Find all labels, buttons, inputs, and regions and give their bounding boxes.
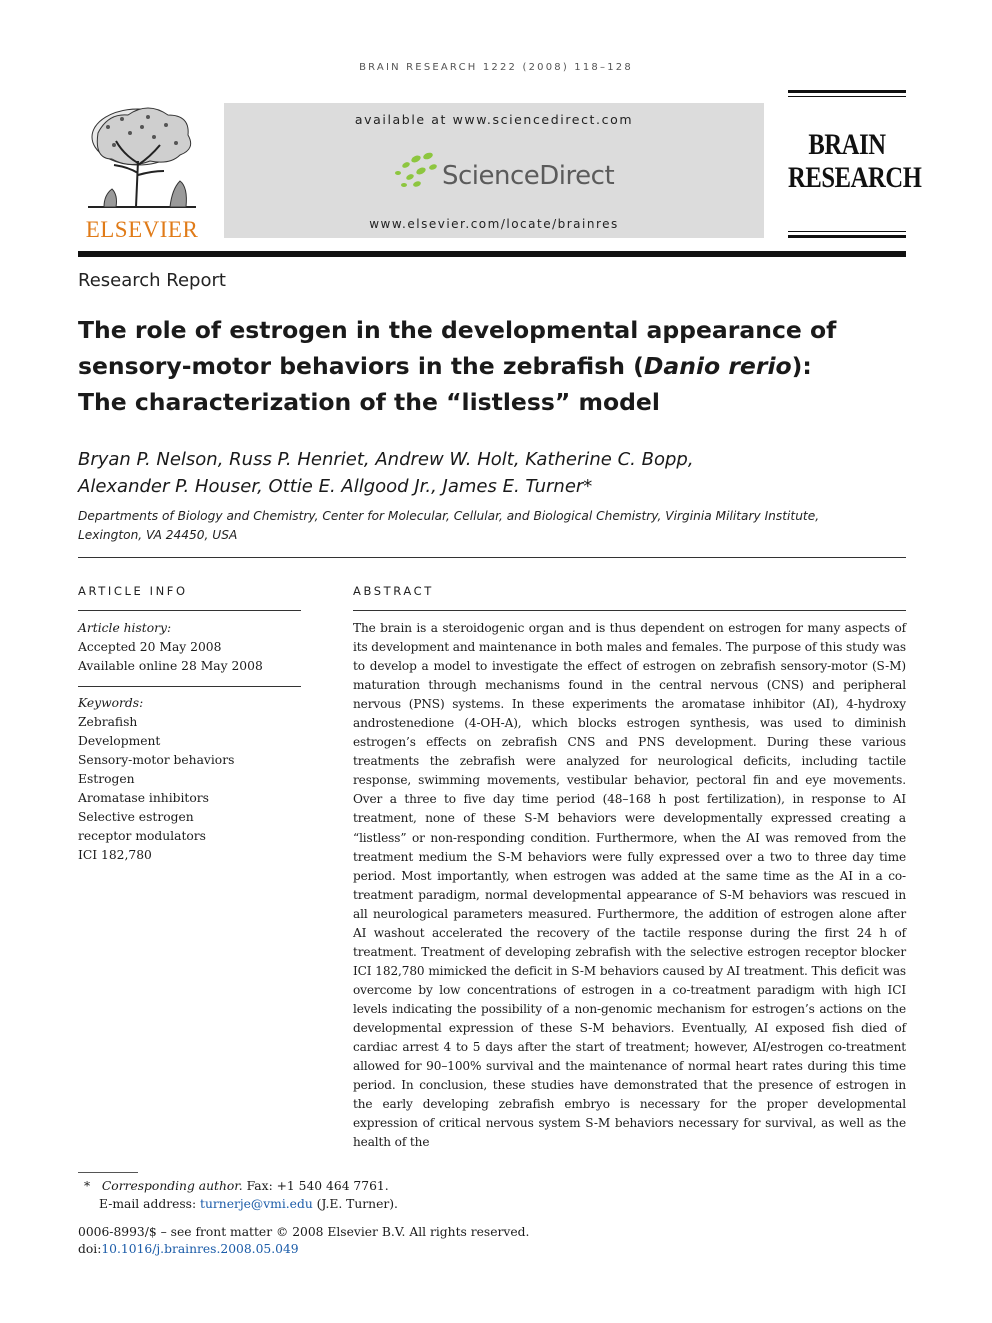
article-title [78, 312, 906, 420]
email-link[interactable]: turnerje@vmi.edu [200, 1197, 313, 1211]
title-line: The characterization of the “listless” model [78, 388, 660, 416]
keyword: receptor modulators [78, 829, 206, 843]
article-history [78, 619, 301, 676]
journal-title-bottom-rule [788, 235, 906, 238]
email-label: E-mail address: [99, 1197, 201, 1211]
abstract-heading: ABSTRACT [353, 584, 434, 598]
article-type: Research Report [78, 270, 226, 291]
corresponding-label: Corresponding author. [101, 1179, 243, 1193]
keyword: ICI 182,780 [78, 848, 152, 862]
affiliation-line: Lexington, VA 24450, USA [78, 528, 238, 542]
sciencedirect-wordmark: ScienceDirect [442, 161, 615, 191]
footnote-marker: * [84, 1179, 91, 1193]
journal-title-top-rule [788, 90, 906, 93]
keyword: Development [78, 734, 161, 748]
abstract-rule [353, 610, 906, 611]
author-line: Bryan P. Nelson, Russ P. Henriet, Andrew W. Holt, Katherine C. Bopp, [78, 449, 694, 470]
journal-title [788, 128, 922, 194]
email-suffix: (J.E. Turner). [312, 1197, 398, 1211]
journal-reference: BRAIN RESEARCH 1222 (2008) 118–128 [359, 62, 633, 73]
title-line [78, 348, 906, 384]
keywords-label: Keywords: [78, 696, 144, 710]
journal-title-line: RESEARCH [788, 161, 922, 194]
sciencedirect-dots-icon [390, 151, 440, 191]
fax-number: Fax: +1 540 464 7761. [242, 1179, 389, 1193]
corresponding-note [84, 1177, 784, 1196]
keyword: Aromatase inhibitors [78, 791, 209, 805]
keyword: Sensory-motor behaviors [78, 753, 235, 767]
header-divider [78, 251, 906, 257]
affiliation-divider [78, 557, 906, 558]
keyword: Selective estrogen [78, 810, 194, 824]
availability-text[interactable]: available at www.sciencedirect.com [354, 112, 634, 127]
keyword: Estrogen [78, 772, 135, 786]
copyright-line: 0006-8993/$ – see front matter © 2008 Elsevier B.V. All rights reserved. [78, 1225, 530, 1239]
journal-title-bottom-rule-thin [788, 231, 906, 232]
keywords-rule [78, 686, 301, 687]
journal-url[interactable]: www.elsevier.com/locate/brainres [369, 217, 619, 231]
affiliation-line: Departments of Biology and Chemistry, Center for Molecular, Cellular, and Biological Chemistry, Virginia Military Institute, [78, 509, 820, 523]
elsevier-logo [78, 103, 206, 243]
abstract-text: The brain is a steroidogenic organ and is thus dependent on estrogen for many aspects of its development and maintenance in both males and females. The purpose of this study was to develop a model to investigate the effect of estrogen on zebrafish sensory-motor (S-M) maturation through mechanisms found in the central nervous (CNS) and peripheral nervous (PNS) systems. In these experiments the aromatase inhibitor (AI), 4-hydroxy androstenedione (4-OH-A), which blocks estrogen synthesis, was used to diminish estrogen’s effects on zebrafish CNS and PNS development. During these various treatments the zebrafish were analyzed for neurological deficits, including tactile response, swimming movements, vestibular behavior, pectoral fin and eye movements. Over a three to five day time period (48–168 h post fertilization), in response to AI treatment, none of these S-M behaviors were developmentally expressed creating a “listless” or non-responding condition. Furthermore, when the AI was removed from the treatment medium the S-M behaviors were fully expressed over a two to three day time period. Most importantly, when estrogen was added at the same time as the AI in a co-treatment paradigm, normal developmental appearance of S-M behaviors was rescued in all neurological parameters measured. Furthermore, the addition of estrogen alone after AI washout accelerated the recovery of the tactile response during the first 24 h of treatment. Treatment of developing zebrafish with the selective estrogen receptor blocker ICI 182,780 mimicked the deficit in S-M behaviors caused by AI treatment. This deficit was overcome by low concentrations of estrogen in a co-treatment paradigm with high ICI levels indicating the possibility of a non-genomic mechanism for estrogen’s actions on the developmental expression of these S-M behaviors. Eventually, AI exposed fish died of cardiac arrest 4 to 5 days after the start of treatment; however, AI/estrogen co-treatment allowed for 90–100% survival and the maintenance of normal heart rates during this time period. In conclusion, these studies have demonstrated that the presence of estrogen in the early developing zebrafish embryo is necessary for the proper developmental expression of critical nervous system S-M behaviors necessary for survival, as well as the health of the [353, 621, 906, 1150]
doi-line [78, 1240, 878, 1259]
author-list [78, 446, 906, 500]
article-info-rule [78, 610, 301, 611]
history-label: Article history: [78, 621, 172, 635]
keywords-section [78, 694, 301, 865]
article-info-heading: ARTICLE INFO [78, 584, 188, 598]
doi-label: doi: [78, 1242, 102, 1256]
species-name: Danio rerio [643, 352, 792, 380]
email-note [99, 1195, 799, 1214]
online-date: Available online 28 May 2008 [78, 659, 263, 673]
elsevier-tree-icon [78, 103, 206, 211]
title-text: sensory-motor behaviors in the zebrafish ( [78, 352, 644, 380]
journal-title-top-rule-thin [788, 96, 906, 97]
author-line: Alexander P. Houser, Ottie E. Allgood Jr., James E. Turner* [78, 476, 593, 497]
title-text: ): [791, 352, 812, 380]
footnote-rule [78, 1172, 138, 1173]
sciencedirect-banner [224, 103, 764, 238]
elsevier-wordmark: ELSEVIER [85, 217, 199, 242]
keyword: Zebrafish [78, 715, 138, 729]
journal-title-line: BRAIN [808, 128, 886, 161]
accepted-date: Accepted 20 May 2008 [78, 640, 222, 654]
title-line: The role of estrogen in the developmental appearance of [78, 316, 837, 344]
affiliation [78, 507, 906, 545]
doi-link[interactable]: 10.1016/j.brainres.2008.05.049 [101, 1242, 299, 1256]
